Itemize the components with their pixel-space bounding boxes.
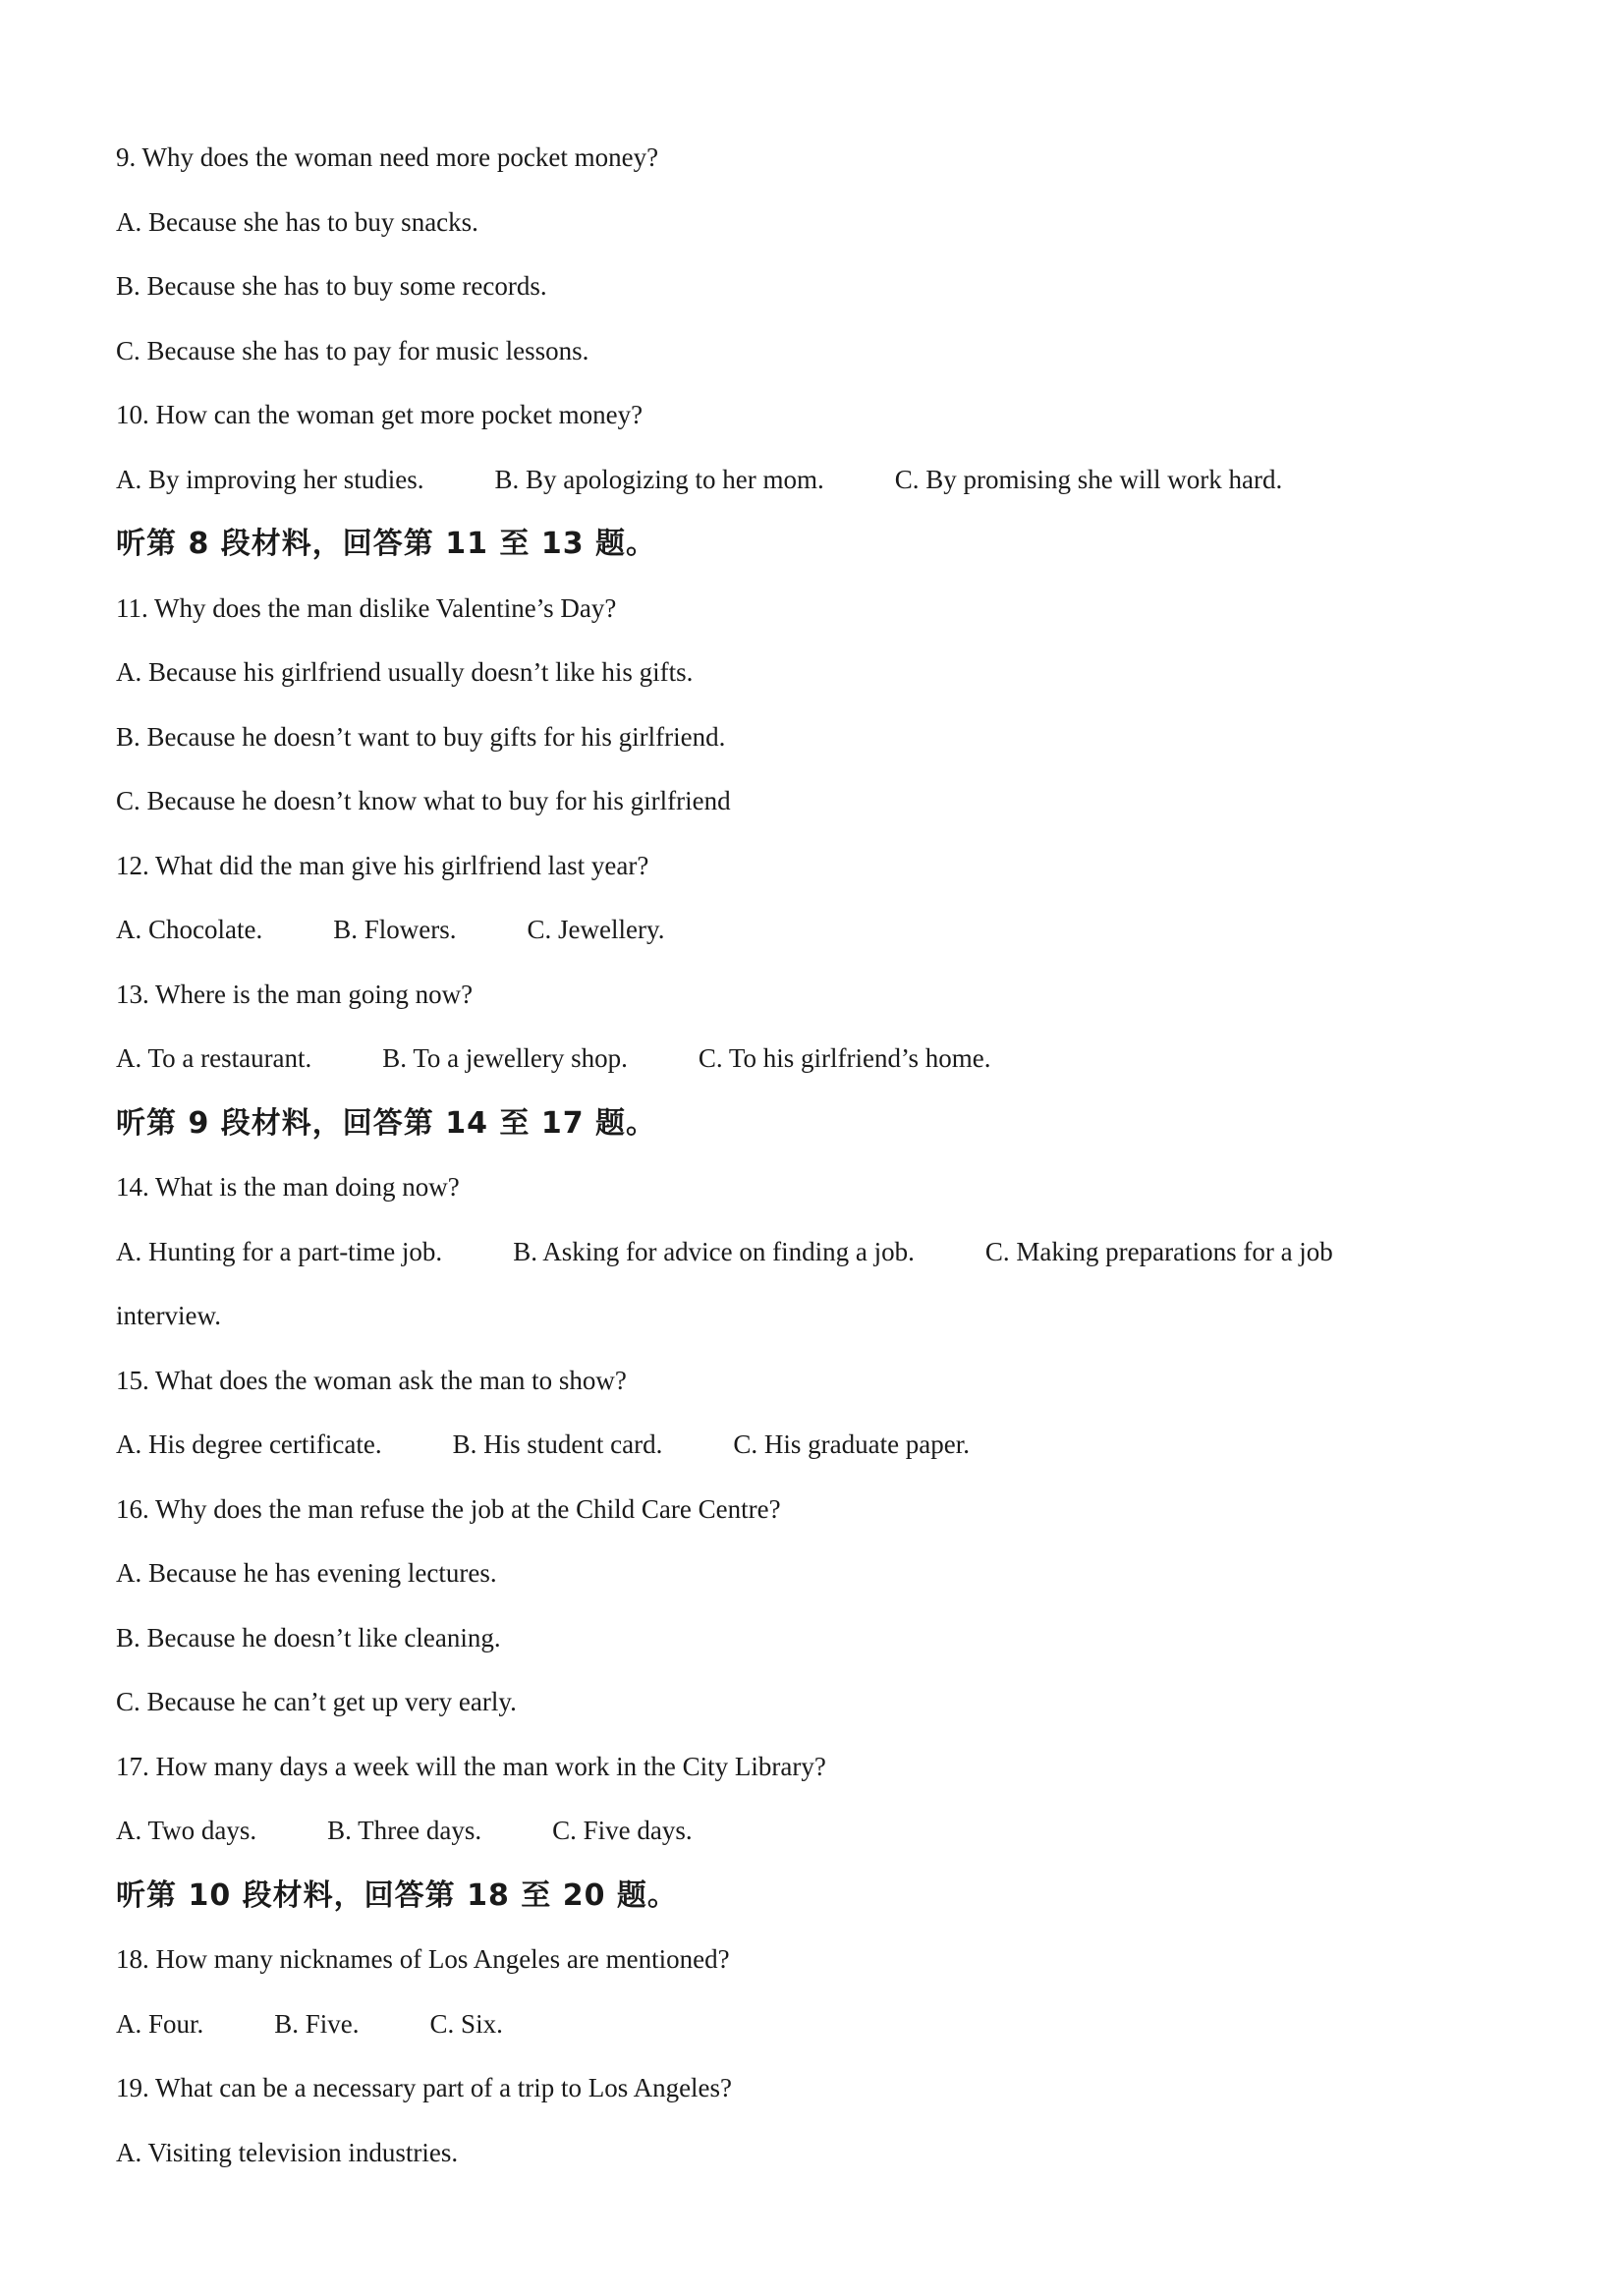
q12-option-a: A. Chocolate. — [116, 915, 263, 944]
q11-option-c: C. Because he doesn’t know what to buy for his girlfriend — [116, 786, 731, 815]
exam-page — [116, 126, 1511, 2185]
section-heading-10: 听第 10 段材料，回答第 18 至 20 题。 — [116, 1877, 678, 1913]
q15-option-a: A. His degree certificate. — [116, 1429, 382, 1459]
q13-option-a: A. To a restaurant. — [116, 1043, 312, 1073]
q10-option-a: A. By improving her studies. — [116, 464, 424, 494]
q9-option-b: B. Because she has to buy some records. — [116, 271, 547, 301]
question-14: 14. What is the man doing now? — [116, 1172, 460, 1202]
q13-options — [116, 1027, 1511, 1092]
question-19: 19. What can be a necessary part of a trip to Los Angeles? — [116, 2073, 733, 2102]
q10-options — [116, 448, 1511, 513]
q12-option-b: B. Flowers. — [333, 915, 457, 944]
question-11: 11. Why does the man dislike Valentine’s Day? — [116, 592, 617, 623]
q18-options — [116, 1992, 1511, 2057]
q14-option-b: B. Asking for advice on finding a job. — [513, 1236, 915, 1266]
section-heading-9: 听第 9 段材料，回答第 14 至 17 题。 — [116, 1105, 657, 1141]
q9-option-c: C. Because she has to pay for music lessons. — [116, 335, 589, 365]
q14-option-c: C. Making preparations for a job — [984, 1236, 1333, 1266]
question-13: 13. Where is the man going now? — [116, 979, 474, 1009]
q12-option-c: C. Jewellery. — [527, 915, 665, 944]
q14-option-a: A. Hunting for a part-time job. — [116, 1236, 443, 1266]
q19-option-a: A. Visiting television industries. — [116, 2137, 459, 2167]
q14-options — [116, 1220, 1511, 1285]
q17-option-b: B. Three days. — [327, 1816, 482, 1845]
q10-option-b: B. By apologizing to her mom. — [494, 464, 824, 494]
question-18: 18. How many nicknames of Los Angeles are mentioned? — [116, 1944, 730, 1974]
q17-options — [116, 1799, 1511, 1864]
q17-option-a: A. Two days. — [116, 1816, 257, 1845]
question-10: 10. How can the woman get more pocket money? — [116, 400, 644, 429]
q9-option-a: A. Because she has to buy snacks. — [116, 206, 478, 237]
q18-option-a: A. Four. — [116, 2008, 204, 2039]
section-heading-8: 听第 8 段材料，回答第 11 至 13 题。 — [116, 527, 657, 561]
q16-option-a: A. Because he has evening lectures. — [116, 1558, 497, 1588]
q15-options — [116, 1413, 1511, 1478]
q14-option-c-continued: interview. — [116, 1301, 221, 1330]
question-16: 16. Why does the man refuse the job at the Child Care Centre? — [116, 1493, 781, 1524]
q11-option-a: A. Because his girlfriend usually doesn’t like his gifts. — [116, 657, 694, 687]
q16-option-c: C. Because he can’t get up very early. — [116, 1687, 517, 1716]
question-12: 12. What did the man give his girlfriend last year? — [116, 850, 649, 880]
q15-option-c: C. His graduate paper. — [733, 1429, 971, 1459]
q10-option-c: C. By promising she will work hard. — [894, 464, 1283, 494]
q17-option-c: C. Five days. — [552, 1816, 693, 1845]
q11-option-b: B. Because he doesn’t want to buy gifts for his girlfriend. — [116, 721, 726, 752]
q12-options — [116, 898, 1511, 963]
q16-option-b: B. Because he doesn’t like cleaning. — [116, 1622, 501, 1652]
q13-option-b: B. To a jewellery shop. — [382, 1043, 628, 1073]
question-15: 15. What does the woman ask the man to show? — [116, 1365, 627, 1395]
q18-option-b: B. Five. — [274, 2008, 360, 2039]
question-9: 9. Why does the woman need more pocket money? — [116, 142, 659, 172]
question-17: 17. How many days a week will the man work in the City Library? — [116, 1751, 826, 1781]
q13-option-c: C. To his girlfriend’s home. — [698, 1043, 991, 1073]
q18-option-c: C. Six. — [429, 2008, 503, 2039]
q15-option-b: B. His student card. — [452, 1429, 663, 1459]
